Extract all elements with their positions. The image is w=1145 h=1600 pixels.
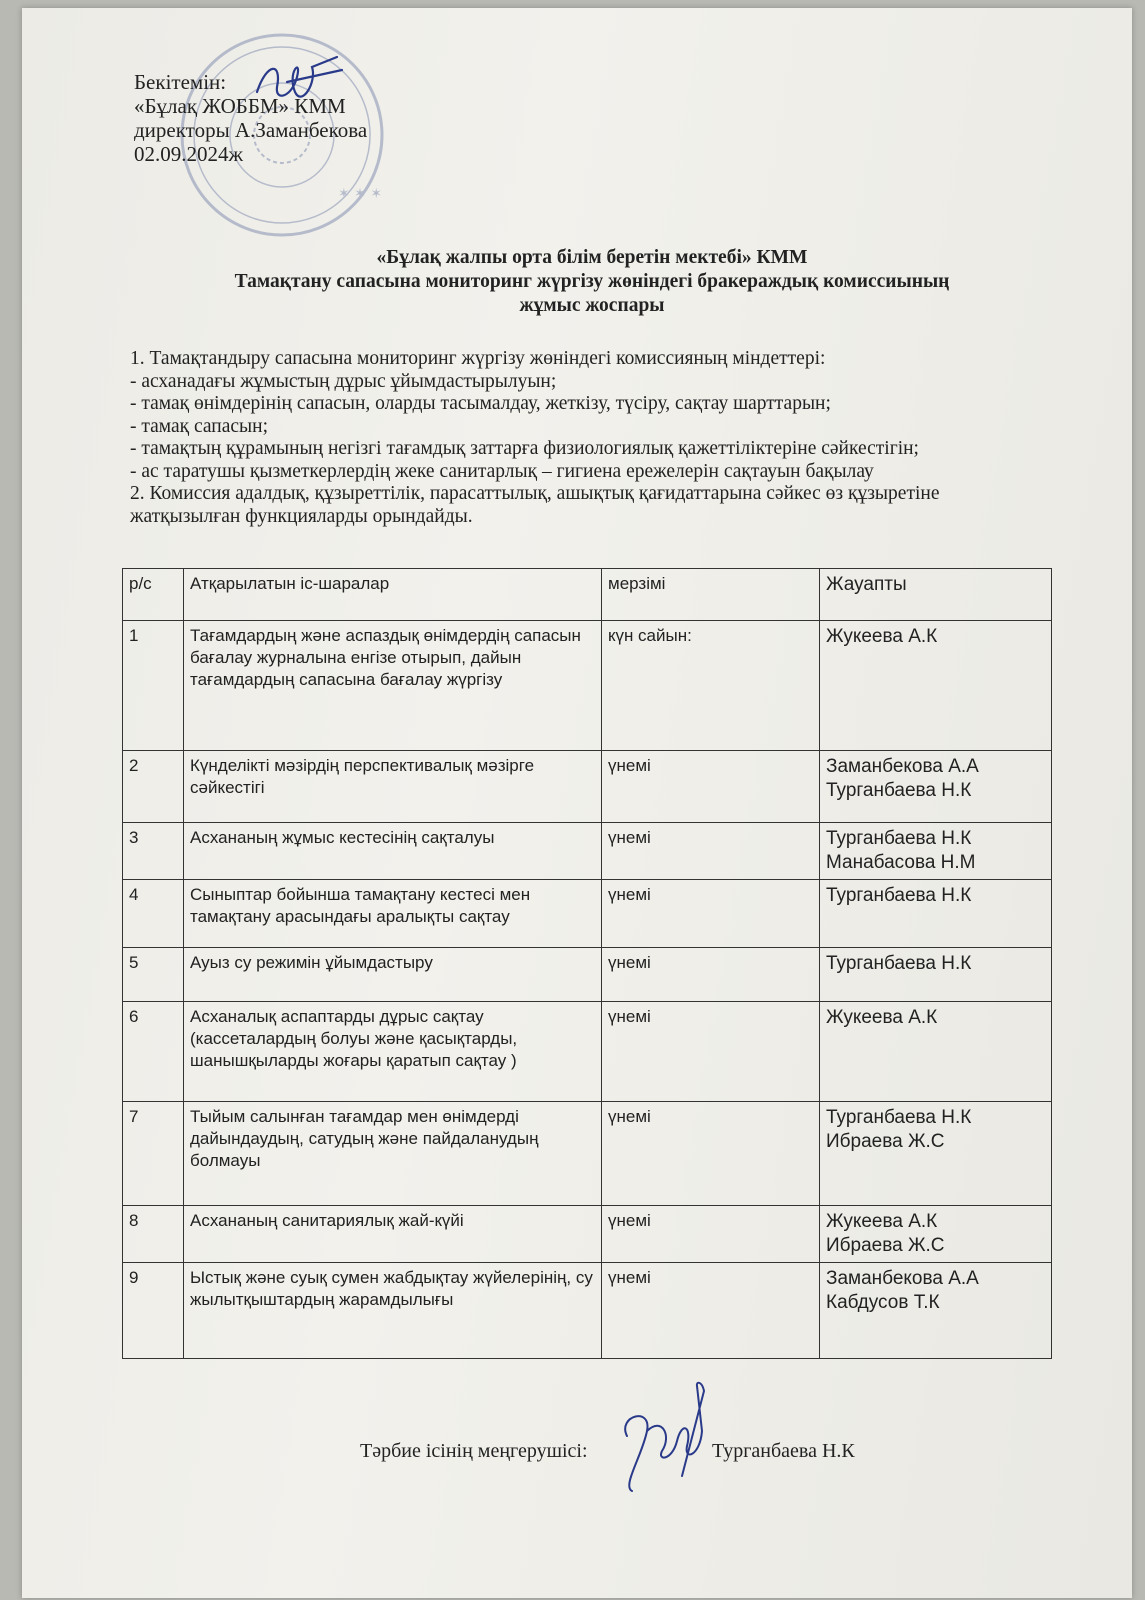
body-line: - ас таратушы қызметкерлердің жеке санитарлық – гигиена ережелерін сақтауын бақылау bbox=[130, 460, 874, 482]
body-line: - тамақ өнімдерінің сапасын, оларды тасымалдау, жеткізу, түсіру, сақтау шарттарын; bbox=[130, 393, 831, 414]
row-responsible bbox=[820, 621, 1052, 751]
row-num: 1 bbox=[123, 621, 184, 751]
header-term: мерзімі bbox=[602, 569, 820, 621]
header-num: р/с bbox=[123, 569, 184, 621]
table-row bbox=[123, 1206, 1052, 1263]
responsible-person: Турганбаева Н.К bbox=[826, 1107, 972, 1128]
row-num: 9 bbox=[123, 1263, 184, 1359]
responsible-person: Жукеева А.К bbox=[826, 1007, 938, 1028]
row-responsible bbox=[820, 1102, 1052, 1206]
row-responsible bbox=[820, 823, 1052, 880]
row-term: үнемі bbox=[602, 880, 820, 948]
responsible-person: Турганбаева Н.К bbox=[826, 780, 972, 801]
row-activity: Асханалық аспаптарды дұрыс сақтау (кассеталардың болуы және қасықтарды, шанышқыларды жоғары қаратып сақтау ) bbox=[184, 1002, 602, 1102]
table-row bbox=[123, 948, 1052, 1002]
row-num: 8 bbox=[123, 1206, 184, 1263]
footer-name: Турганбаева Н.К bbox=[712, 1440, 855, 1462]
approval-organization: «Бұлақ ЖОББМ» КММ bbox=[134, 94, 346, 118]
row-responsible bbox=[820, 1002, 1052, 1102]
body-line: 2. Комиссия адалдық, құзыреттілік, парасаттылық, ашықтық қағидаттарына сәйкес өз құзыретіне bbox=[130, 483, 940, 504]
footer-role: Тәрбие ісінің меңгерушісі: bbox=[360, 1440, 588, 1462]
approval-director: директоры А.Заманбекова bbox=[134, 118, 368, 142]
table-row bbox=[123, 823, 1052, 880]
row-num: 2 bbox=[123, 751, 184, 823]
director-signature-icon bbox=[247, 52, 347, 112]
row-responsible bbox=[820, 751, 1052, 823]
head-signature-icon bbox=[612, 1376, 722, 1496]
responsible-person: Заманбекова А.А bbox=[826, 1268, 979, 1289]
responsible-person: Манабасова Н.М bbox=[826, 852, 976, 873]
row-term: үнемі bbox=[602, 823, 820, 880]
responsible-person: Жукеева А.К bbox=[826, 1211, 938, 1232]
row-responsible bbox=[820, 1263, 1052, 1359]
table-row bbox=[123, 1002, 1052, 1102]
row-activity: Ыстық және суық сумен жабдықтау жүйелерінің, су жылытқыштардың жарамдылығы bbox=[184, 1263, 602, 1359]
row-term: үнемі bbox=[602, 948, 820, 1002]
row-activity: Ауыз су режимін ұйымдастыру bbox=[184, 948, 602, 1002]
body-line: жатқызылған функцияларды орындайды. bbox=[130, 505, 473, 527]
row-term: үнемі bbox=[602, 1102, 820, 1206]
responsible-person: Жукеева А.К bbox=[826, 626, 938, 647]
row-activity: Күнделікті мәзірдің перспективалық мәзірге сәйкестігі bbox=[184, 751, 602, 823]
table-row bbox=[123, 621, 1052, 751]
document-title bbox=[122, 246, 1062, 318]
header-activity: Атқарылатын іс-шаралар bbox=[184, 569, 602, 621]
approval-label: Бекітемін: bbox=[134, 70, 227, 94]
row-term: күн сайын: bbox=[602, 621, 820, 751]
row-activity: Тыйым салынған тағамдар мен өнімдерді дайындаудың, сатудың және пайдаланудың болмауы bbox=[184, 1102, 602, 1206]
work-plan-table bbox=[122, 568, 1052, 1359]
responsible-person: Кабдусов Т.К bbox=[826, 1292, 940, 1313]
row-term: үнемі bbox=[602, 751, 820, 823]
svg-text:✶ ✶ ✶: ✶ ✶ ✶ bbox=[338, 186, 383, 202]
row-responsible bbox=[820, 948, 1052, 1002]
row-term: үнемі bbox=[602, 1206, 820, 1263]
row-activity: Асхананың санитариялық жай-күйі bbox=[184, 1206, 602, 1263]
responsible-person: Турганбаева Н.К bbox=[826, 828, 972, 849]
responsible-person: Ибраева Ж.С bbox=[826, 1131, 945, 1152]
body-line: 1. Тамақтандыру сапасына мониторинг жүргізу жөніндегі комиссияның міндеттері: bbox=[130, 348, 826, 369]
row-activity: Сыныптар бойынша тамақтану кестесі мен тамақтану арасындағы аралықты сақтау bbox=[184, 880, 602, 948]
row-responsible bbox=[820, 1206, 1052, 1263]
body-line: - тамақ сапасын; bbox=[130, 415, 268, 437]
table-row bbox=[123, 1263, 1052, 1359]
body-line: - тамақтың құрамының негізгі тағамдық заттарға физиологиялық қажеттіліктеріне сәйкестігін; bbox=[130, 438, 919, 459]
responsible-person: Ибраева Ж.С bbox=[826, 1235, 945, 1256]
row-num: 4 bbox=[123, 880, 184, 948]
row-responsible bbox=[820, 880, 1052, 948]
row-activity: Асхананың жұмыс кестесінің сақталуы bbox=[184, 823, 602, 880]
table-row bbox=[123, 751, 1052, 823]
row-num: 7 bbox=[123, 1102, 184, 1206]
row-num: 5 bbox=[123, 948, 184, 1002]
body-text bbox=[130, 348, 1090, 528]
row-num: 3 bbox=[123, 823, 184, 880]
row-activity: Тағамдардың және аспаздық өнімдердің сапасын бағалау журналына енгізе отырып, дайын тағамдардың сапасына бағалау жүргізу bbox=[184, 621, 602, 751]
responsible-person: Турганбаева Н.К bbox=[826, 885, 972, 906]
body-line: - асханадағы жұмыстың дұрыс ұйымдастырылуын; bbox=[130, 370, 557, 392]
table-header-row bbox=[123, 569, 1052, 621]
title-line-1: «Бұлақ жалпы орта білім беретін мектебі» КММ bbox=[376, 247, 808, 268]
row-num: 6 bbox=[123, 1002, 184, 1102]
row-term: үнемі bbox=[602, 1263, 820, 1359]
document-page bbox=[22, 8, 1132, 1598]
approval-date: 02.09.2024ж bbox=[134, 142, 244, 166]
row-term: үнемі bbox=[602, 1002, 820, 1102]
title-line-3: жұмыс жоспары bbox=[519, 295, 665, 316]
header-responsible: Жауапты bbox=[820, 569, 1052, 621]
table-row bbox=[123, 880, 1052, 948]
table-row bbox=[123, 1102, 1052, 1206]
title-line-2: Тамақтану сапасына мониторинг жүргізу жөніндегі бракераждық комиссиының bbox=[234, 271, 950, 292]
responsible-person: Заманбекова А.А bbox=[826, 756, 979, 777]
responsible-person: Турганбаева Н.К bbox=[826, 953, 972, 974]
